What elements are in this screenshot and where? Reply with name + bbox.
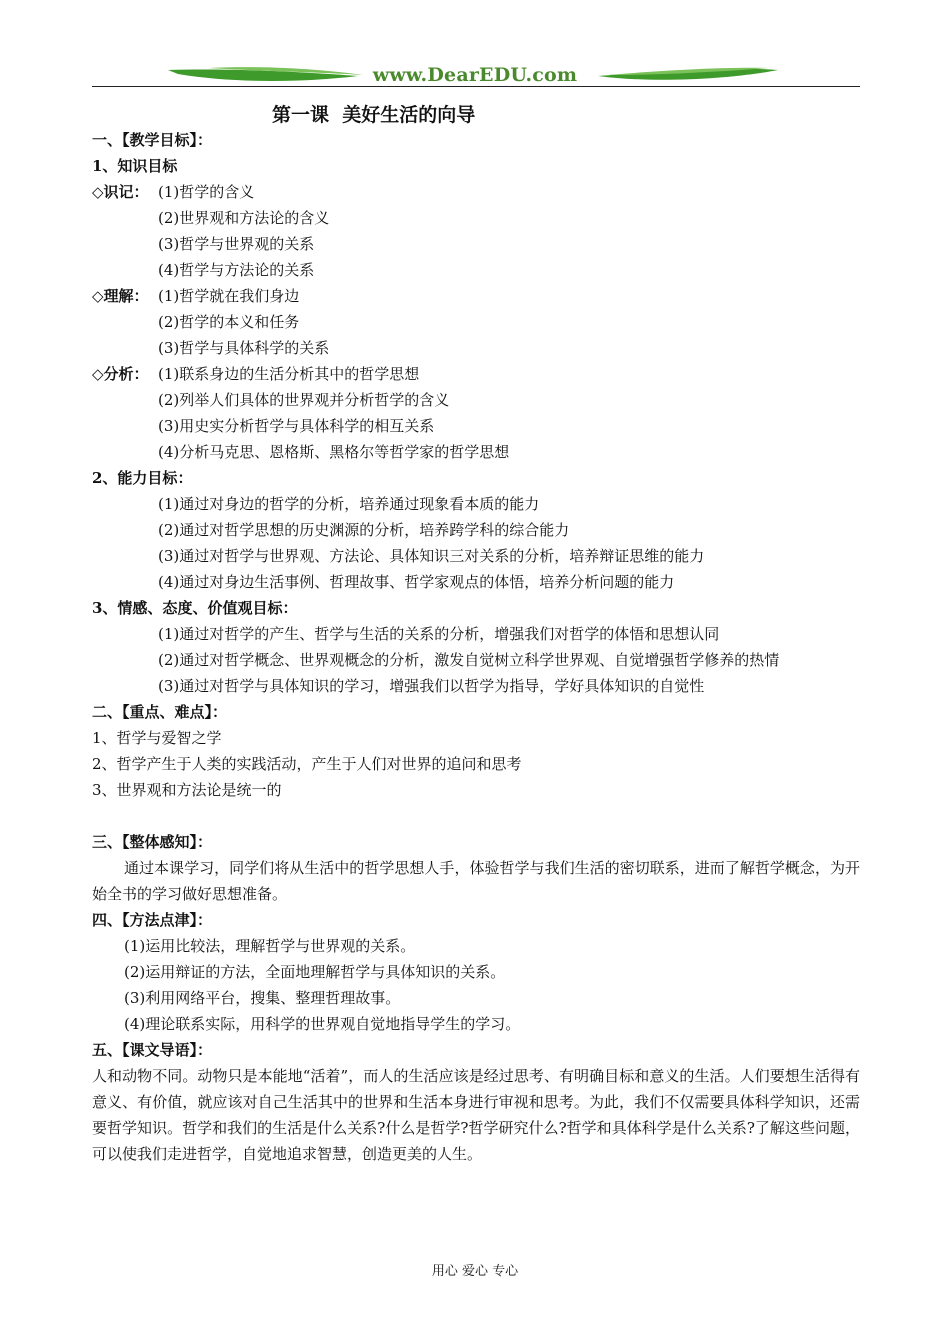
label-analyze: ◇分析： [92, 365, 149, 383]
list-item: (1)运用比较法，理解哲学与世界观的关系。 [124, 937, 416, 955]
page-footer: 用心 爱心 专心 [431, 1264, 519, 1279]
list-item: (1)通过对身边的哲学的分析，培养通过现象看本质的能力 [158, 495, 540, 513]
list-item: 1、哲学与爱智之学 [92, 729, 222, 747]
label-understand: ◇理解： [92, 287, 149, 305]
list-item: (2)列举人们具体的世界观并分析哲学的含义 [158, 391, 450, 409]
section-heading-overview: 三、【整体感知】： [92, 833, 213, 851]
list-item: (1)哲学的含义 [158, 183, 255, 201]
subheading-emotion: 3、情感、态度、价值观目标： [92, 599, 298, 617]
list-item: (4)哲学与方法论的关系 [158, 261, 315, 279]
list-item: (2)通过对哲学概念、世界观概念的分析，激发自觉树立科学世界观、自觉增强哲学修养的热情 [158, 651, 780, 669]
page-title: 第一课 美好生活的向导 [272, 104, 476, 126]
subheading-ability: 2、能力目标： [92, 469, 193, 487]
list-item: (3)通过对哲学与世界观、方法论、具体知识三对关系的分析，培养辩证思维的能力 [158, 547, 705, 565]
list-item: (2)世界观和方法论的含义 [158, 209, 330, 227]
section-heading-methods: 四、【方法点津】： [92, 911, 213, 929]
section-heading-intro: 五、【课文导语】： [92, 1041, 213, 1059]
list-item: (3)通过对哲学与具体知识的学习，增强我们以哲学为指导，学好具体知识的自觉性 [158, 677, 705, 695]
list-item: (2)哲学的本义和任务 [158, 313, 300, 331]
list-item: 2、哲学产生于人类的实践活动，产生于人们对世界的追问和思考 [92, 755, 522, 773]
page-header [92, 60, 860, 90]
header-divider [92, 86, 860, 87]
label-recall: ◇识记： [92, 183, 149, 201]
list-item: (3)哲学与具体科学的关系 [158, 339, 330, 357]
list-item: (4)分析马克思、恩格斯、黑格尔等哲学家的哲学思想 [158, 443, 510, 461]
list-item: (2)运用辩证的方法，全面地理解哲学与具体知识的关系。 [124, 963, 506, 981]
section-heading-keypoints: 二、【重点、难点】： [92, 703, 228, 721]
list-item: (4)理论联系实际，用科学的世界观自觉地指导学生的学习。 [124, 1015, 521, 1033]
intro-paragraph: 人和动物不同。动物只是本能地“活着”，而人的生活应该是经过思考、有明确目标和意义的生活。人们要想生活得有意义、有价值，就应该对自己生活其中的世界和生活本身进行审视和思考。为此，我们不仅需要具体科学知识，还需要哲学知识。哲学和我们的生活是什么关系?什么是哲学?哲学研究什么?哲学和具体科学是什么关系?了解这些问题，可以使我们走进哲学，自觉地追求智慧，创造更美的人生。 [92, 1067, 860, 1163]
list-item: (2)通过对哲学思想的历史渊源的分析，培养跨学科的综合能力 [158, 521, 570, 539]
section-heading-objectives: 一、【教学目标】： [92, 131, 213, 149]
list-item: (1)联系身边的生活分析其中的哲学思想 [158, 365, 420, 383]
list-item: (4)通过对身边生活事例、哲理故事、哲学家观点的体悟，培养分析问题的能力 [158, 573, 675, 591]
list-item: 3、世界观和方法论是统一的 [92, 781, 282, 799]
list-item: (3)利用网络平台，搜集、整理哲理故事。 [124, 989, 401, 1007]
subheading-knowledge: 1、知识目标 [92, 157, 178, 175]
list-item: (1)通过对哲学的产生、哲学与生活的关系的分析，增强我们对哲学的体悟和思想认同 [158, 625, 720, 643]
list-item: (3)哲学与世界观的关系 [158, 235, 315, 253]
list-item: (1)哲学就在我们身边 [158, 287, 300, 305]
overview-paragraph: 通过本课学习，同学们将从生活中的哲学思想人手，体验哲学与我们生活的密切联系，进而了解哲学概念，为开始全书的学习做好思想准备。 [92, 859, 860, 903]
list-item: (3)用史实分析哲学与具体科学的相互关系 [158, 417, 435, 435]
site-logo-text: www.DearEDU.com [372, 64, 578, 86]
